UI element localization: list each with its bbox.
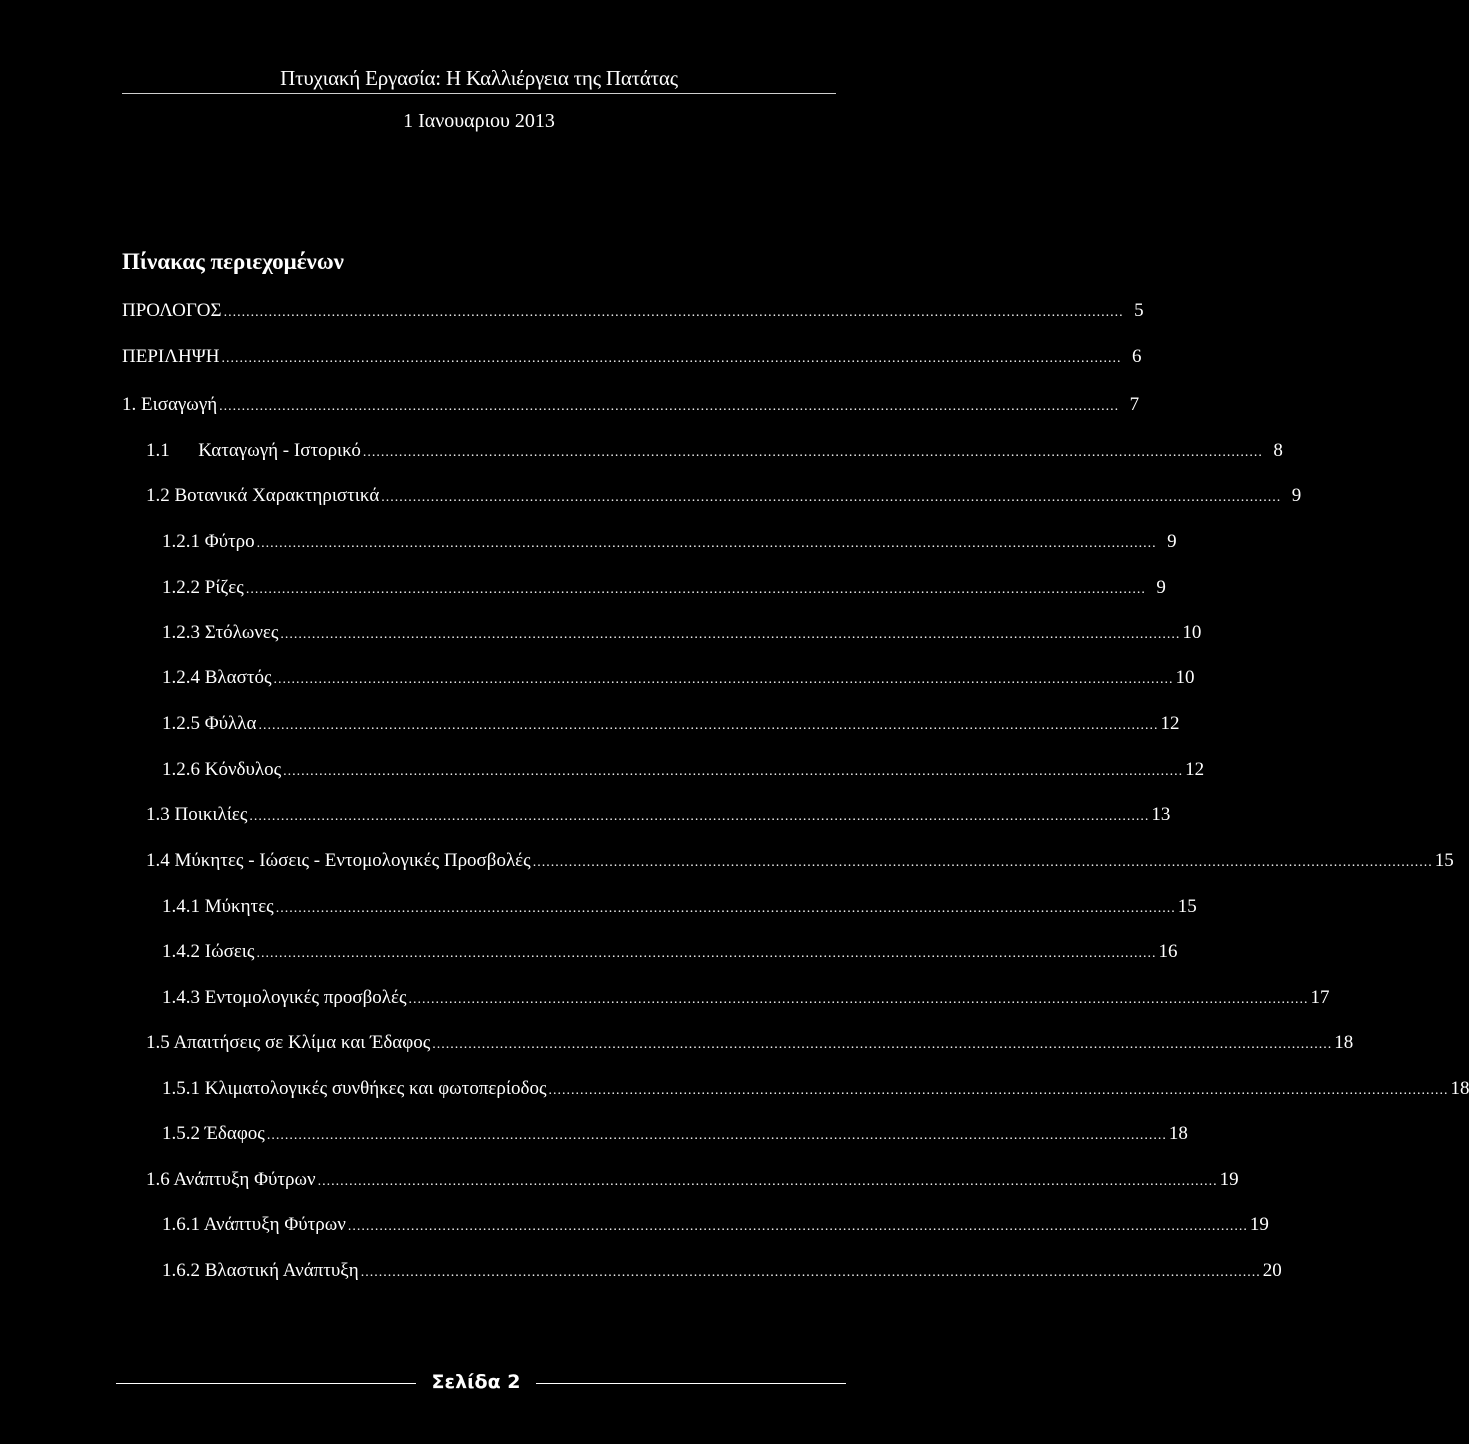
toc-label: 1.4.1 Μύκητες [162,896,274,917]
toc-label: 1.4.2 Ιώσεις [162,941,255,962]
toc-row [162,529,1177,557]
toc-label: 1.3 Ποικιλίες [146,804,248,825]
toc-row [162,939,1178,967]
toc-label: 1.5.1 Κλιματολογικές συνθήκες και φωτοπερίοδος [162,1078,547,1099]
toc-leader: ........................................................................................................................................................................................................ [283,764,1184,779]
toc-page-number: 13 [1151,804,1171,825]
toc-label: ΠΕΡΙΛΗΨΗ [122,346,220,367]
toc-page-number: 12 [1160,713,1180,734]
toc-leader: ........................................................................................................................................................................................................ [360,1265,1261,1280]
document-title: Πτυχιακή Εργασία: Η Καλλιέργεια της Πατάτας [280,66,678,90]
toc-row [122,298,1144,326]
toc-leader: ........................................................................................................................................................................................................ [381,490,1282,505]
toc-page-number: 8 [1273,440,1283,461]
toc-row [162,985,1330,1013]
toc-label: 1.2.1 Φύτρο [162,531,255,552]
toc-row [146,802,1171,830]
toc-row [122,392,1140,420]
toc-entry[interactable] [0,894,1197,920]
toc-leader: ........................................................................................................................................................................................................ [275,901,1176,916]
toc-leader: ........................................................................................................................................................................................................ [219,399,1120,414]
toc-page-number: 19 [1249,1214,1269,1235]
toc-label: ΠΡΟΛΟΓΟΣ [122,300,222,321]
toc-leader: ........................................................................................................................................................................................................ [432,1037,1333,1052]
toc-leader: ........................................................................................................................................................................................................ [245,582,1146,597]
toc-leader: ........................................................................................................................................................................................................ [258,718,1159,733]
toc-row [146,438,1283,466]
toc-row [162,620,1202,648]
toc-page-number: 17 [1310,987,1330,1008]
toc-heading: Πίνακας περιεχομένων [122,249,344,274]
toc-entry[interactable] [0,711,1180,737]
toc-label: 1.1 Καταγωγή - Ιστορικό [146,440,361,461]
toc-row [146,1167,1239,1195]
toc-entry[interactable] [0,1121,1188,1147]
toc-entry[interactable] [0,1076,1469,1102]
toc-row [162,575,1166,603]
toc-leader: ........................................................................................................................................................................................................ [256,946,1157,961]
toc-page-number: 20 [1262,1260,1282,1281]
toc-entry[interactable] [0,1030,1354,1056]
toc-entry[interactable] [0,575,1166,601]
toc-label: 1.2.5 Φύλλα [162,713,257,734]
toc-entry[interactable] [0,939,1178,965]
toc-row [162,1076,1469,1104]
document-date: 1 Ιανουαριου 2013 [403,110,555,132]
toc-row [146,848,1454,876]
toc-leader: ........................................................................................................................................................................................................ [280,627,1181,642]
toc-page-number: 10 [1182,622,1202,643]
toc-row [162,711,1180,739]
toc-page-number: 16 [1158,941,1178,962]
toc-entry[interactable] [0,344,1142,370]
toc-row [122,344,1142,372]
toc-entry[interactable] [0,438,1283,464]
toc-page-number: 9 [1156,577,1166,598]
toc-row [162,757,1205,785]
toc-entry[interactable] [0,620,1202,646]
toc-row [162,665,1195,693]
toc-entry[interactable] [0,1212,1269,1238]
toc-row [146,483,1302,511]
toc-page-number: 12 [1185,759,1205,780]
toc-leader: ........................................................................................................................................................................................................ [223,305,1124,320]
toc-label: 1.2.3 Στόλωνες [162,622,279,643]
toc-page-number: 18 [1450,1078,1469,1099]
toc-entry[interactable] [0,298,1144,324]
footer-rule-right [536,1383,846,1384]
toc-entry[interactable] [0,1167,1239,1193]
toc-entry[interactable] [0,985,1330,1011]
toc-page-number: 19 [1219,1169,1239,1190]
toc-page-number: 9 [1167,531,1177,552]
toc-label: 1.6 Ανάπτυξη Φύτρων [146,1169,316,1190]
toc-entry[interactable] [0,802,1171,828]
toc-leader: ........................................................................................................................................................................................................ [266,1128,1167,1143]
toc-page-number: 18 [1334,1032,1354,1053]
toc-leader: ........................................................................................................................................................................................................ [317,1174,1218,1189]
toc-page-number: 5 [1134,300,1144,321]
toc-leader: ........................................................................................................................................................................................................ [532,855,1433,870]
toc-entry[interactable] [0,1258,1282,1284]
toc-leader: ........................................................................................................................................................................................................ [347,1219,1248,1234]
toc-page-number: 18 [1168,1123,1188,1144]
toc-leader: ........................................................................................................................................................................................................ [221,351,1122,366]
toc-row [162,1258,1282,1286]
toc-entry[interactable] [0,392,1140,418]
toc-label: 1.2.2 Ρίζες [162,577,244,598]
toc-label: 1.6.1 Ανάπτυξη Φύτρων [162,1214,346,1235]
toc-entry[interactable] [0,665,1195,691]
toc-label: 1.6.2 Βλαστική Ανάπτυξη [162,1260,359,1281]
toc-page-number: 6 [1131,346,1142,367]
toc-page-number: 9 [1291,485,1302,506]
toc-label: 1. Εισαγωγή [122,394,218,415]
toc-label: 1.4.3 Εντομολογικές προσβολές [162,987,407,1008]
toc-label: 1.2 Βοτανικά Χαρακτηριστικά [146,485,380,506]
toc-page-number: 15 [1177,896,1197,917]
toc-label: 1.4 Μύκητες - Ιώσεις - Εντομολογικές Προσβολές [146,850,531,871]
toc-entry[interactable] [0,757,1205,783]
footer-rule-left [116,1383,416,1384]
toc-page-number: 10 [1175,667,1195,688]
toc-leader: ........................................................................................................................................................................................................ [362,445,1263,460]
header-divider [122,93,836,94]
toc-leader: ........................................................................................................................................................................................................ [548,1083,1449,1098]
toc-page-number: 15 [1434,850,1454,871]
toc-leader: ........................................................................................................................................................................................................ [273,672,1174,687]
toc-row [162,1212,1269,1240]
toc-entry[interactable] [0,848,1454,874]
toc-row [162,1121,1188,1149]
toc-leader: ........................................................................................................................................................................................................ [408,992,1309,1007]
toc-label: 1.2.6 Κόνδυλος [162,759,282,780]
toc-label: 1.5 Απαιτήσεις σε Κλίμα και Έδαφος [146,1032,431,1053]
page-number-label: Σελίδα 2 [431,1371,521,1393]
toc-label: 1.5.2 Έδαφος [162,1123,265,1144]
toc-row [146,1030,1354,1058]
toc-entry[interactable] [0,483,1302,509]
toc-label: 1.2.4 Βλαστός [162,667,272,688]
toc-page-number: 7 [1129,394,1140,415]
toc-leader: ........................................................................................................................................................................................................ [256,536,1157,551]
toc-entry[interactable] [0,529,1177,555]
toc-leader: ........................................................................................................................................................................................................ [249,809,1150,824]
toc-row [162,894,1197,922]
